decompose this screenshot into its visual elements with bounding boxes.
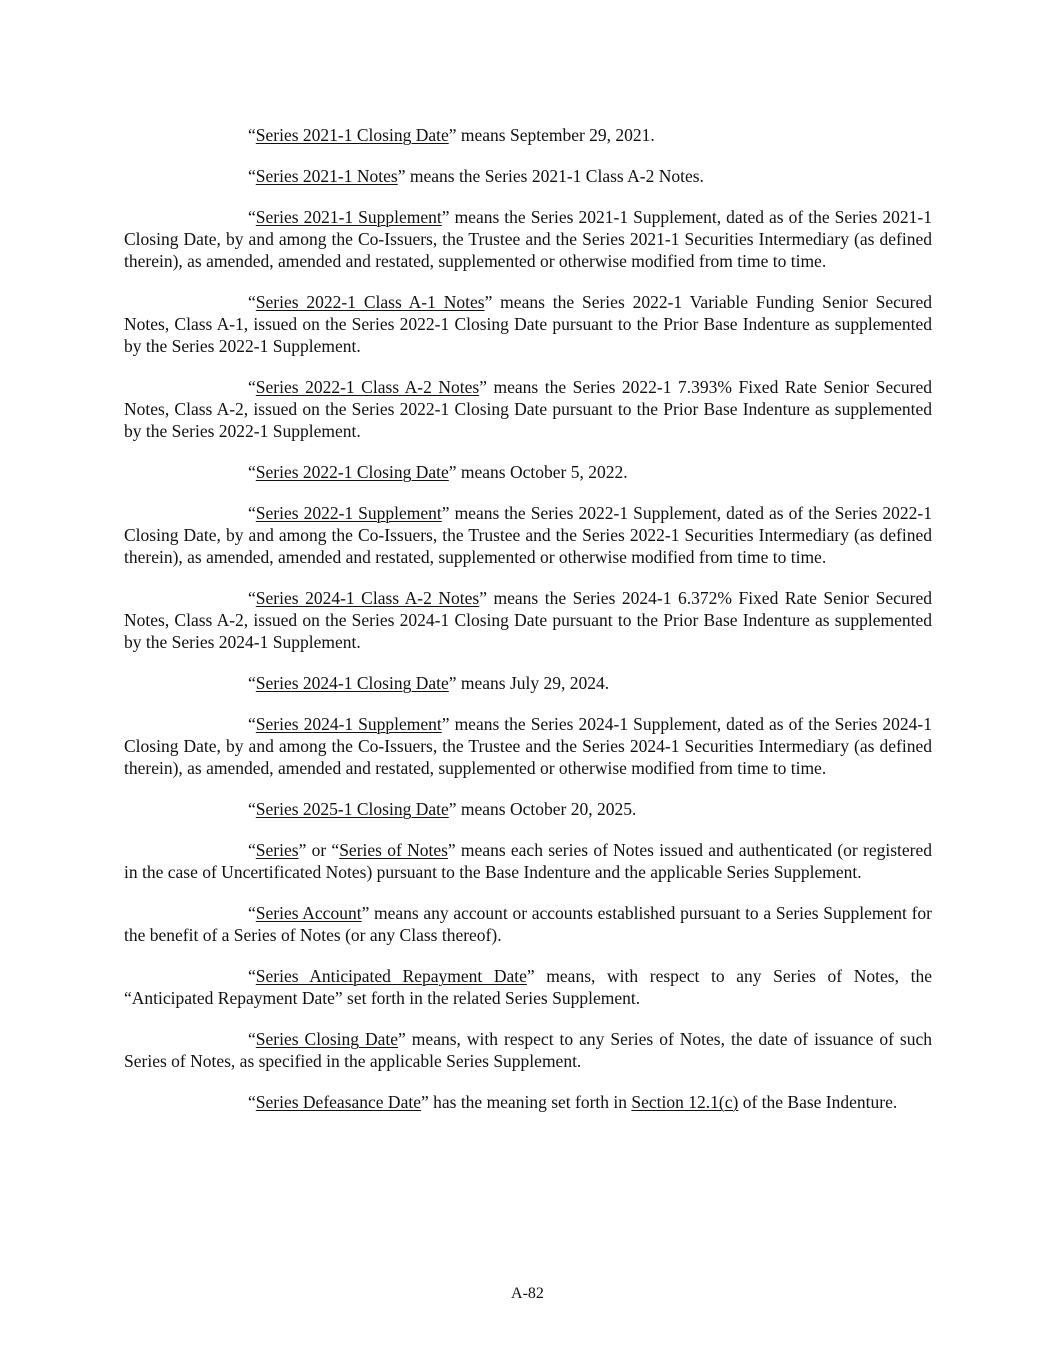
- definition-series-closing-date: “Series Closing Date” means, with respect to any Series of Notes, the date of issuance of such Series of Notes, as specified in the applicable Series Supplement.: [124, 1029, 933, 1071]
- defined-term: Series: [255, 840, 299, 860]
- section-cross-reference: Section 12.1(c): [631, 1092, 739, 1112]
- definition-series-2022-1-closing-date: “Series 2022-1 Closing Date” means October 5, 2022.: [248, 462, 628, 482]
- defined-term: Series 2022-1 Class A-2 Notes: [255, 377, 480, 397]
- defined-term: Series 2021-1 Notes: [255, 166, 398, 186]
- defined-term: Series 2022-1 Closing Date: [255, 462, 449, 482]
- definition-series-defeasance-date: “Series Defeasance Date” has the meaning set forth in Section 12.1(c) of the Base Indenture.: [248, 1092, 898, 1112]
- definition-series-2022-1-class-a-1-notes: “Series 2022-1 Class A-1 Notes” means the Series 2022-1 Variable Funding Senior Secured Notes, Class A-1, issued on the Series 2022-1 Closing Date pursuant to the Prior Base Indenture as supplemented by the Series 2022-1 Supplement.: [124, 292, 932, 356]
- defined-term: Series 2024-1 Closing Date: [255, 673, 449, 693]
- definition-series: “Series” or “Series of Notes” means each series of Notes issued and authenticated (or registered in the case of Uncertificated Notes) pursuant to the Base Indenture and the applicable Series Supplement.: [124, 840, 932, 882]
- definition-series-2024-1-closing-date: “Series 2024-1 Closing Date” means July 29, 2024.: [248, 673, 610, 693]
- defined-term: Series 2022-1 Supplement: [255, 503, 442, 523]
- defined-term: Series Closing Date: [255, 1029, 399, 1049]
- defined-term: Series 2025-1 Closing Date: [255, 799, 449, 819]
- definition-series-account: “Series Account” means any account or accounts established pursuant to a Series Supplement for the benefit of a Series of Notes (or any Class thereof).: [124, 903, 932, 945]
- definition-series-2021-1-closing-date: “Series 2021-1 Closing Date” means September 29, 2021.: [248, 125, 655, 145]
- defined-term: Series Account: [255, 903, 362, 923]
- defined-term: Series 2024-1 Class A-2 Notes: [255, 588, 480, 608]
- definition-series-2022-1-supplement: “Series 2022-1 Supplement” means the Series 2022-1 Supplement, dated as of the Series 2022-1 Closing Date, by and among the Co-Issuers, the Trustee and the Series 2022-1 Securities Intermediary (as defined therein), as amended, amended and restated, supplemented or otherwise modified from time to time.: [124, 503, 932, 567]
- definition-series-2021-1-notes: “Series 2021-1 Notes” means the Series 2021-1 Class A-2 Notes.: [248, 166, 704, 186]
- defined-term: Series Anticipated Repayment Date: [255, 966, 527, 986]
- document-body: [124, 124, 932, 1132]
- defined-term: Series 2021-1 Closing Date: [255, 125, 449, 145]
- definition-series-2021-1-supplement: “Series 2021-1 Supplement” means the Series 2021-1 Supplement, dated as of the Series 2021-1 Closing Date, by and among the Co-Issuers, the Trustee and the Series 2021-1 Securities Intermediary (as defined therein), as amended, amended and restated, supplemented or otherwise modified from time to time.: [124, 207, 932, 271]
- definition-series-2025-1-closing-date: “Series 2025-1 Closing Date” means October 20, 2025.: [248, 799, 637, 819]
- defined-term: Series of Notes: [339, 840, 448, 860]
- page-number: A-82: [511, 1285, 544, 1302]
- defined-term: Series Defeasance Date: [255, 1092, 421, 1112]
- definition-series-2022-1-class-a-2-notes: “Series 2022-1 Class A-2 Notes” means the Series 2022-1 7.393% Fixed Rate Senior Secured Notes, Class A-2, issued on the Series 2022-1 Closing Date pursuant to the Prior Base Indenture as supplemented by the Series 2022-1 Supplement.: [124, 377, 932, 441]
- defined-term: Series 2021-1 Supplement: [255, 207, 442, 227]
- defined-term: Series 2024-1 Supplement: [255, 714, 442, 734]
- defined-term: Series 2022-1 Class A-1 Notes: [255, 292, 485, 312]
- definition-series-2024-1-class-a-2-notes: “Series 2024-1 Class A-2 Notes” means the Series 2024-1 6.372% Fixed Rate Senior Secured Notes, Class A-2, issued on the Series 2024-1 Closing Date pursuant to the Prior Base Indenture as supplemented by the Series 2024-1 Supplement.: [124, 588, 932, 652]
- definition-series-anticipated-repayment-date: “Series Anticipated Repayment Date” means, with respect to any Series of Notes, the “Anticipated Repayment Date” set forth in the related Series Supplement.: [124, 966, 932, 1008]
- definition-series-2024-1-supplement: “Series 2024-1 Supplement” means the Series 2024-1 Supplement, dated as of the Series 2024-1 Closing Date, by and among the Co-Issuers, the Trustee and the Series 2024-1 Securities Intermediary (as defined therein), as amended, amended and restated, supplemented or otherwise modified from time to time.: [124, 714, 932, 778]
